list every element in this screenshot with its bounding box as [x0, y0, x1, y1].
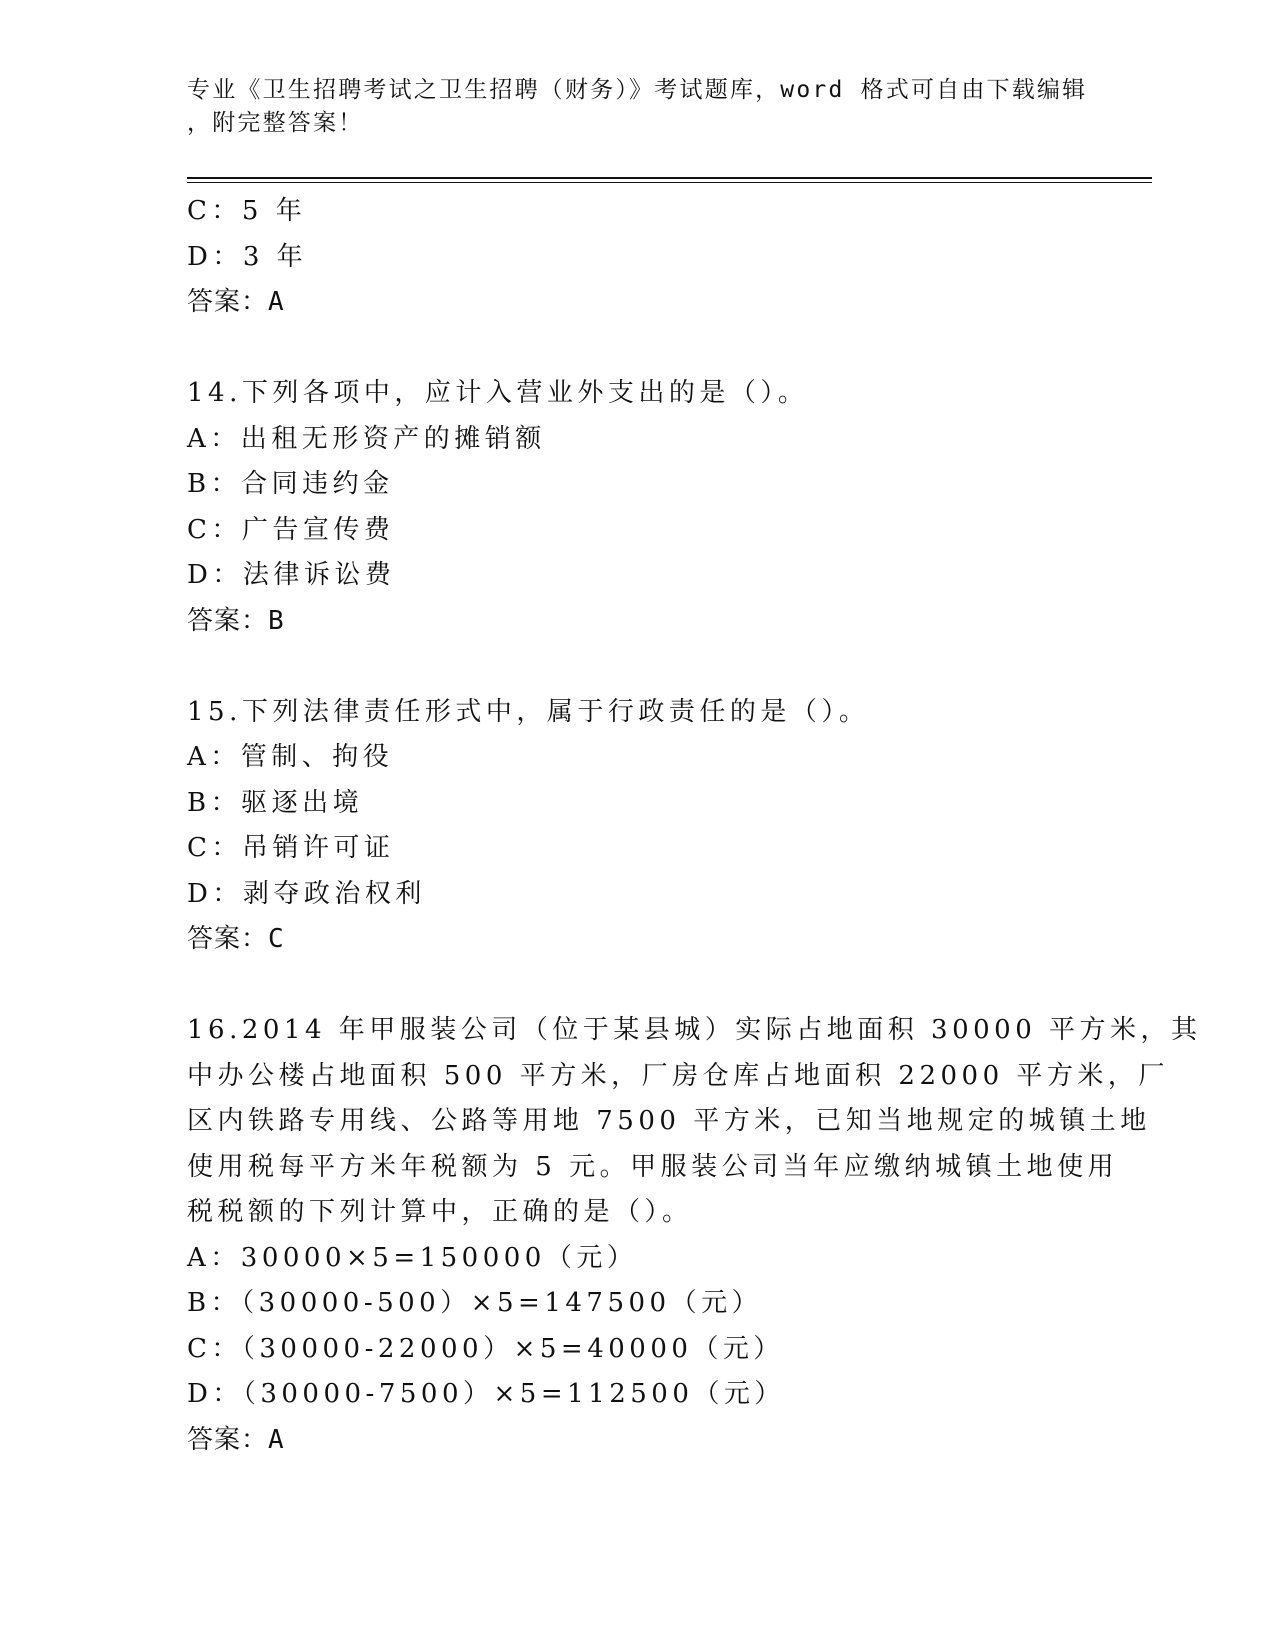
option-d: D：（30000-7500）×5=112500（元） [187, 1379, 785, 1409]
answer-line: 答案：A [187, 1424, 285, 1455]
header-divider-thick [187, 177, 1152, 179]
spacer [187, 644, 1107, 690]
option-c: C：（30000-22000）×5=40000（元） [187, 1333, 784, 1364]
question-stem-line: 16.2014 年甲服装公司（位于某县城）实际占地面积 30000 平方米，其 [187, 1015, 1202, 1045]
option-d: D：法律诉讼费 [187, 560, 396, 590]
document-header [187, 74, 1087, 140]
question-stem-line: 中办公楼占地面积 500 平方米，厂房仓库占地面积 22000 平方米，厂 [187, 1060, 1169, 1091]
option-d: D：剥夺政治权利 [187, 878, 426, 909]
question-stem: 14.下列各项中，应计入营业外支出的是（）。 [187, 378, 809, 408]
question-stem-line: 区内铁路专用线、公路等用地 7500 平方米，已知当地规定的城镇土地 [187, 1106, 1151, 1136]
question-stem: 15.下列法律责任形式中，属于行政责任的是（）。 [187, 696, 870, 727]
option-a: A：出租无形资产的摊销额 [187, 423, 546, 454]
option-c: C：吊销许可证 [187, 833, 395, 863]
question-stem-line: 税税额的下列计算中，正确的是（）。 [187, 1197, 693, 1227]
question-stem-line: 使用税每平方米年税额为 5 元。甲服装公司当年应缴纳城镇土地使用 [187, 1151, 1119, 1182]
spacer [187, 326, 1107, 372]
header-line-2: ，附完整答案！ [187, 110, 364, 136]
option-b: B：合同违约金 [187, 469, 394, 499]
question-15 [187, 690, 1107, 963]
question-content [187, 189, 1202, 1463]
previous-question-tail [187, 189, 1107, 326]
option-c: C：5 年 [187, 196, 307, 226]
answer-line: 答案：C [187, 924, 285, 954]
option-d: D：3 年 [187, 241, 308, 272]
answer-line: 答案：A [187, 287, 285, 317]
question-16 [187, 1008, 1202, 1463]
question-14 [187, 371, 1107, 644]
option-b: B：驱逐出境 [187, 787, 364, 818]
answer-line: 答案：B [187, 605, 285, 636]
header-divider-thin [187, 182, 1152, 183]
spacer [187, 963, 1107, 1009]
option-c: C：广告宣传费 [187, 514, 395, 545]
option-a: A：30000×5=150000（元） [187, 1242, 638, 1273]
option-b: B：（30000-500）×5=147500（元） [187, 1288, 763, 1318]
option-a: A：管制、拘役 [187, 742, 394, 772]
header-line-1: 专业《卫生招聘考试之卫生招聘（财务）》考试题库，word 格式可自由下载编辑 [187, 77, 1088, 103]
